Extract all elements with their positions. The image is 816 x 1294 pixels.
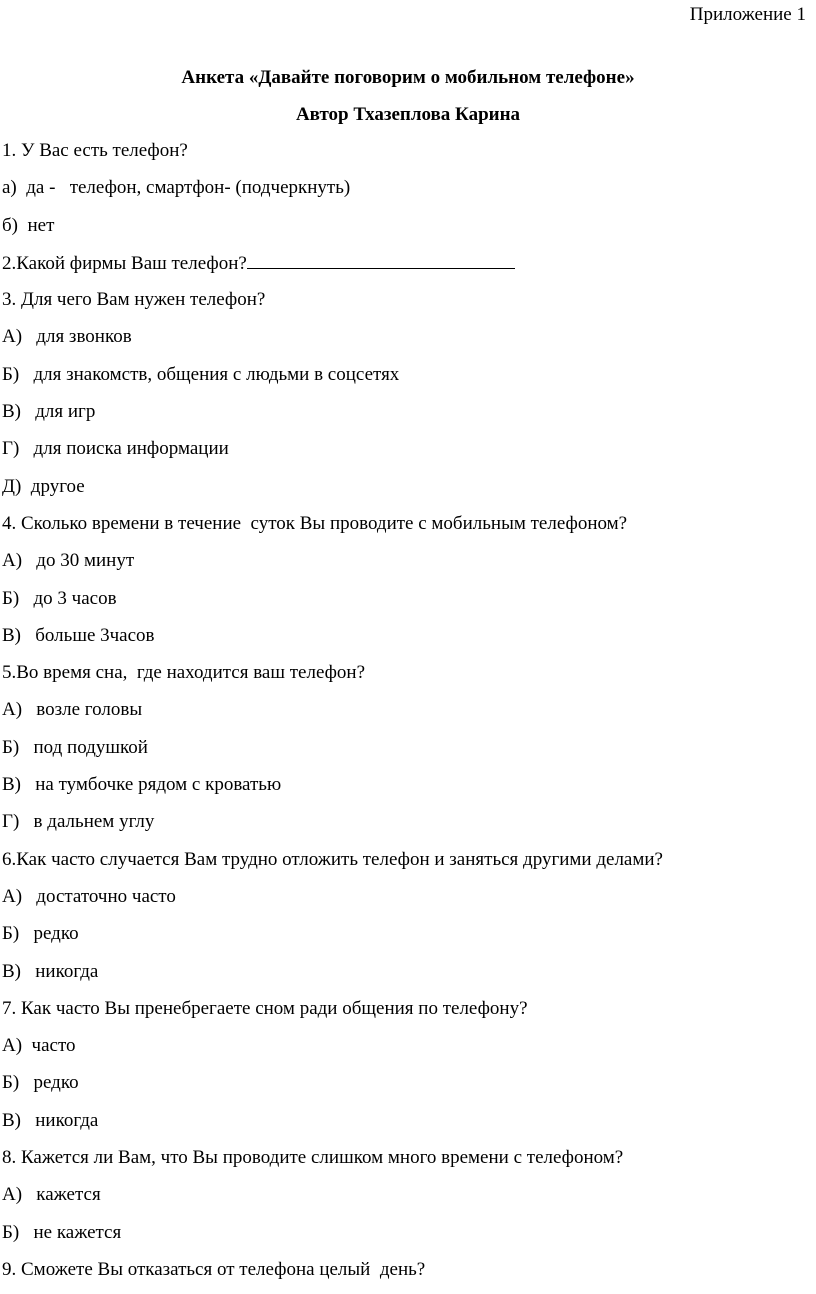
answer-option: Б) для знакомств, общения с людьми в соцсетях bbox=[2, 363, 400, 385]
answer-option: А) возле головы bbox=[2, 699, 143, 721]
question-6: 6.Как часто случается Вам трудно отложить телефон и заняться другими делами? bbox=[2, 848, 663, 870]
answer-option: В) никогда bbox=[2, 1109, 99, 1131]
answer-option: Д) другое bbox=[2, 475, 85, 497]
answer-option: А) достаточно часто bbox=[2, 885, 176, 907]
appendix-label: Приложение 1 bbox=[689, 4, 806, 25]
survey-author: Автор Тхазеплова Карина bbox=[295, 104, 521, 125]
answer-blank bbox=[247, 250, 515, 269]
question-8: 8. Кажется ли Вам, что Вы проводите слишком много времени с телефоном? bbox=[2, 1147, 624, 1169]
answer-option: Б) не кажется bbox=[2, 1221, 122, 1243]
question-5: 5.Во время сна, где находится ваш телефон? bbox=[2, 662, 366, 684]
question-7: 7. Как часто Вы пренебрегаете сном ради общения по телефону? bbox=[2, 997, 528, 1019]
question-1: 1. У Вас есть телефон? bbox=[2, 140, 188, 161]
answer-option: А) кажется bbox=[2, 1184, 101, 1206]
answer-option: Г) для поиска информации bbox=[2, 438, 229, 460]
survey-title: Анкета «Давайте поговорим о мобильном телефоне» bbox=[181, 67, 635, 88]
answer-option: А) для звонков bbox=[2, 326, 132, 348]
answer-option: В) для игр bbox=[2, 401, 96, 423]
answer-option: б) нет bbox=[2, 214, 55, 236]
answer-option: В) на тумбочке рядом с кроватью bbox=[2, 774, 282, 796]
answer-option: Б) редко bbox=[2, 1072, 79, 1094]
question-2: 2.Какой фирмы Ваш телефон? bbox=[2, 250, 802, 287]
answer-option: Б) до 3 часов bbox=[2, 587, 117, 609]
answer-option: Б) редко bbox=[2, 923, 79, 945]
answer-option: Б) под подушкой bbox=[2, 736, 148, 758]
answer-option: А) часто bbox=[2, 1035, 76, 1057]
answer-option: а) да - телефон, смартфон- (подчеркнуть) bbox=[2, 177, 351, 199]
answer-option: Г) в дальнем углу bbox=[2, 811, 155, 833]
survey-body bbox=[2, 138, 802, 1294]
question-4: 4. Сколько времени в течение суток Вы проводите с мобильным телефоном? bbox=[2, 512, 628, 534]
answer-option: А) до 30 минут bbox=[2, 550, 135, 572]
question-9: 9. Сможете Вы отказаться от телефона целый день? bbox=[2, 1258, 426, 1280]
answer-option: В) больше 3часов bbox=[2, 624, 155, 646]
question-3: 3. Для чего Вам нужен телефон? bbox=[2, 289, 266, 311]
answer-option: В) никогда bbox=[2, 960, 99, 982]
